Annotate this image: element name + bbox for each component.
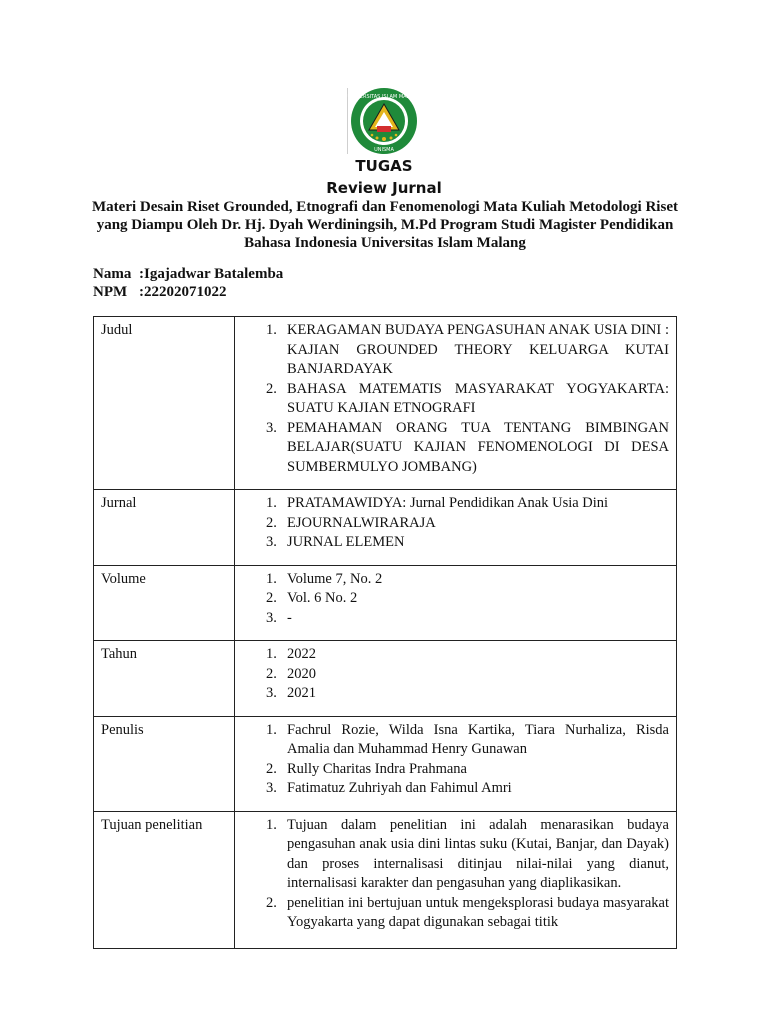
- list-item: 3. -: [266, 609, 292, 626]
- student-npm-line: [93, 283, 227, 301]
- list-item: 3. Fatimatuz Zuhriyah dan Fahimul Amri: [266, 780, 512, 796]
- table-row-volume: [94, 565, 677, 641]
- list-item: 1. Tujuan dalam penelitian ini adalah menarasikan budaya pengasuhan anak usia dini lintas suku (Kutai, Banjar, dan Dayak) dan proses internalisasi ditinjau nilai-nilai yang dianut, internalisasi karakter dan pengasuhan yang diaplikasikan.: [266, 816, 669, 891]
- row-content: [235, 317, 677, 490]
- table-row-jurnal: [94, 490, 677, 566]
- list-item: 1. 2022: [266, 646, 316, 662]
- table-row-penulis: [94, 716, 677, 811]
- document-subtitle: Review Jurnal: [326, 179, 442, 197]
- npm-value: :22202071022: [139, 284, 227, 300]
- list-item: 2. Rully Charitas Indra Prahmana: [266, 760, 467, 777]
- university-logo: [346, 86, 422, 156]
- student-name-line: [93, 265, 283, 283]
- name-value: :Igajadwar Batalemba: [139, 266, 284, 282]
- table-row-tujuan: [94, 811, 677, 948]
- list-item: 1. KERAGAMAN BUDAYA PENGASUHAN ANAK USIA DINI : KAJIAN GROUNDED THEORY KELUARGA KUTAI BANJARDAYAK: [266, 322, 669, 377]
- course-description: Materi Desain Riset Grounded, Etnografi dan Fenomenologi Mata Kuliah Metodologi Riset yang Diampu Oleh Dr. Hj. Dyah Werdiningsih, M.Pd Program Studi Magister Pendidikan Bahasa Indonesia Universitas Islam Malang: [92, 199, 678, 251]
- name-label: Nama: [93, 266, 132, 282]
- table-row-tahun: [94, 641, 677, 717]
- list-item: 3. 2021: [266, 685, 316, 701]
- list-item: 2. 2020: [266, 665, 316, 682]
- row-label: Volume: [94, 565, 235, 641]
- row-content: [235, 716, 677, 811]
- list-item: 3. PEMAHAMAN ORANG TUA TENTANG BIMBINGAN BELAJAR(SUATU KAJIAN FENOMENOLOGI DI DESA SUMBERMULYO JOMBANG): [266, 419, 669, 475]
- review-table: [93, 316, 677, 949]
- unisma-seal-icon: [346, 86, 422, 156]
- row-label: Tahun: [94, 641, 235, 717]
- list-item: 2. EJOURNALWIRARAJA: [266, 514, 436, 531]
- list-item: 3. JURNAL ELEMEN: [266, 534, 405, 550]
- list-item: 1. PRATAMAWIDYA: Jurnal Pendidikan Anak Usia Dini: [266, 495, 609, 511]
- row-content: [235, 641, 677, 717]
- svg-text:UNIVERSITAS ISLAM MALANG: UNIVERSITAS ISLAM MALANG: [347, 94, 421, 100]
- list-item: 2. BAHASA MATEMATIS MASYARAKAT YOGYAKARTA: SUATU KAJIAN ETNOGRAFI: [266, 380, 669, 416]
- row-label: Penulis: [94, 716, 235, 811]
- list-item: 1. Volume 7, No. 2: [266, 570, 383, 587]
- row-content: [235, 565, 677, 641]
- svg-text:UNISMA: UNISMA: [374, 147, 394, 153]
- row-content: [235, 811, 677, 948]
- npm-label: NPM: [93, 284, 128, 300]
- row-label: Jurnal: [94, 490, 235, 566]
- table-row-judul: [94, 317, 677, 490]
- document-title: TUGAS: [355, 157, 413, 175]
- row-label: Tujuan penelitian: [94, 811, 235, 948]
- list-item: 1. Fachrul Rozie, Wilda Isna Kartika, Tiara Nurhaliza, Risda Amalia dan Muhammad Henry Gunawan: [266, 721, 669, 757]
- list-item: 2. Vol. 6 No. 2: [266, 590, 358, 606]
- row-label: Judul: [94, 317, 235, 490]
- list-item: 2. penelitian ini bertujuan untuk mengeksplorasi budaya masyarakat Yogyakarta yang dapat digunakan sebagai titik: [266, 894, 669, 930]
- row-content: [235, 490, 677, 566]
